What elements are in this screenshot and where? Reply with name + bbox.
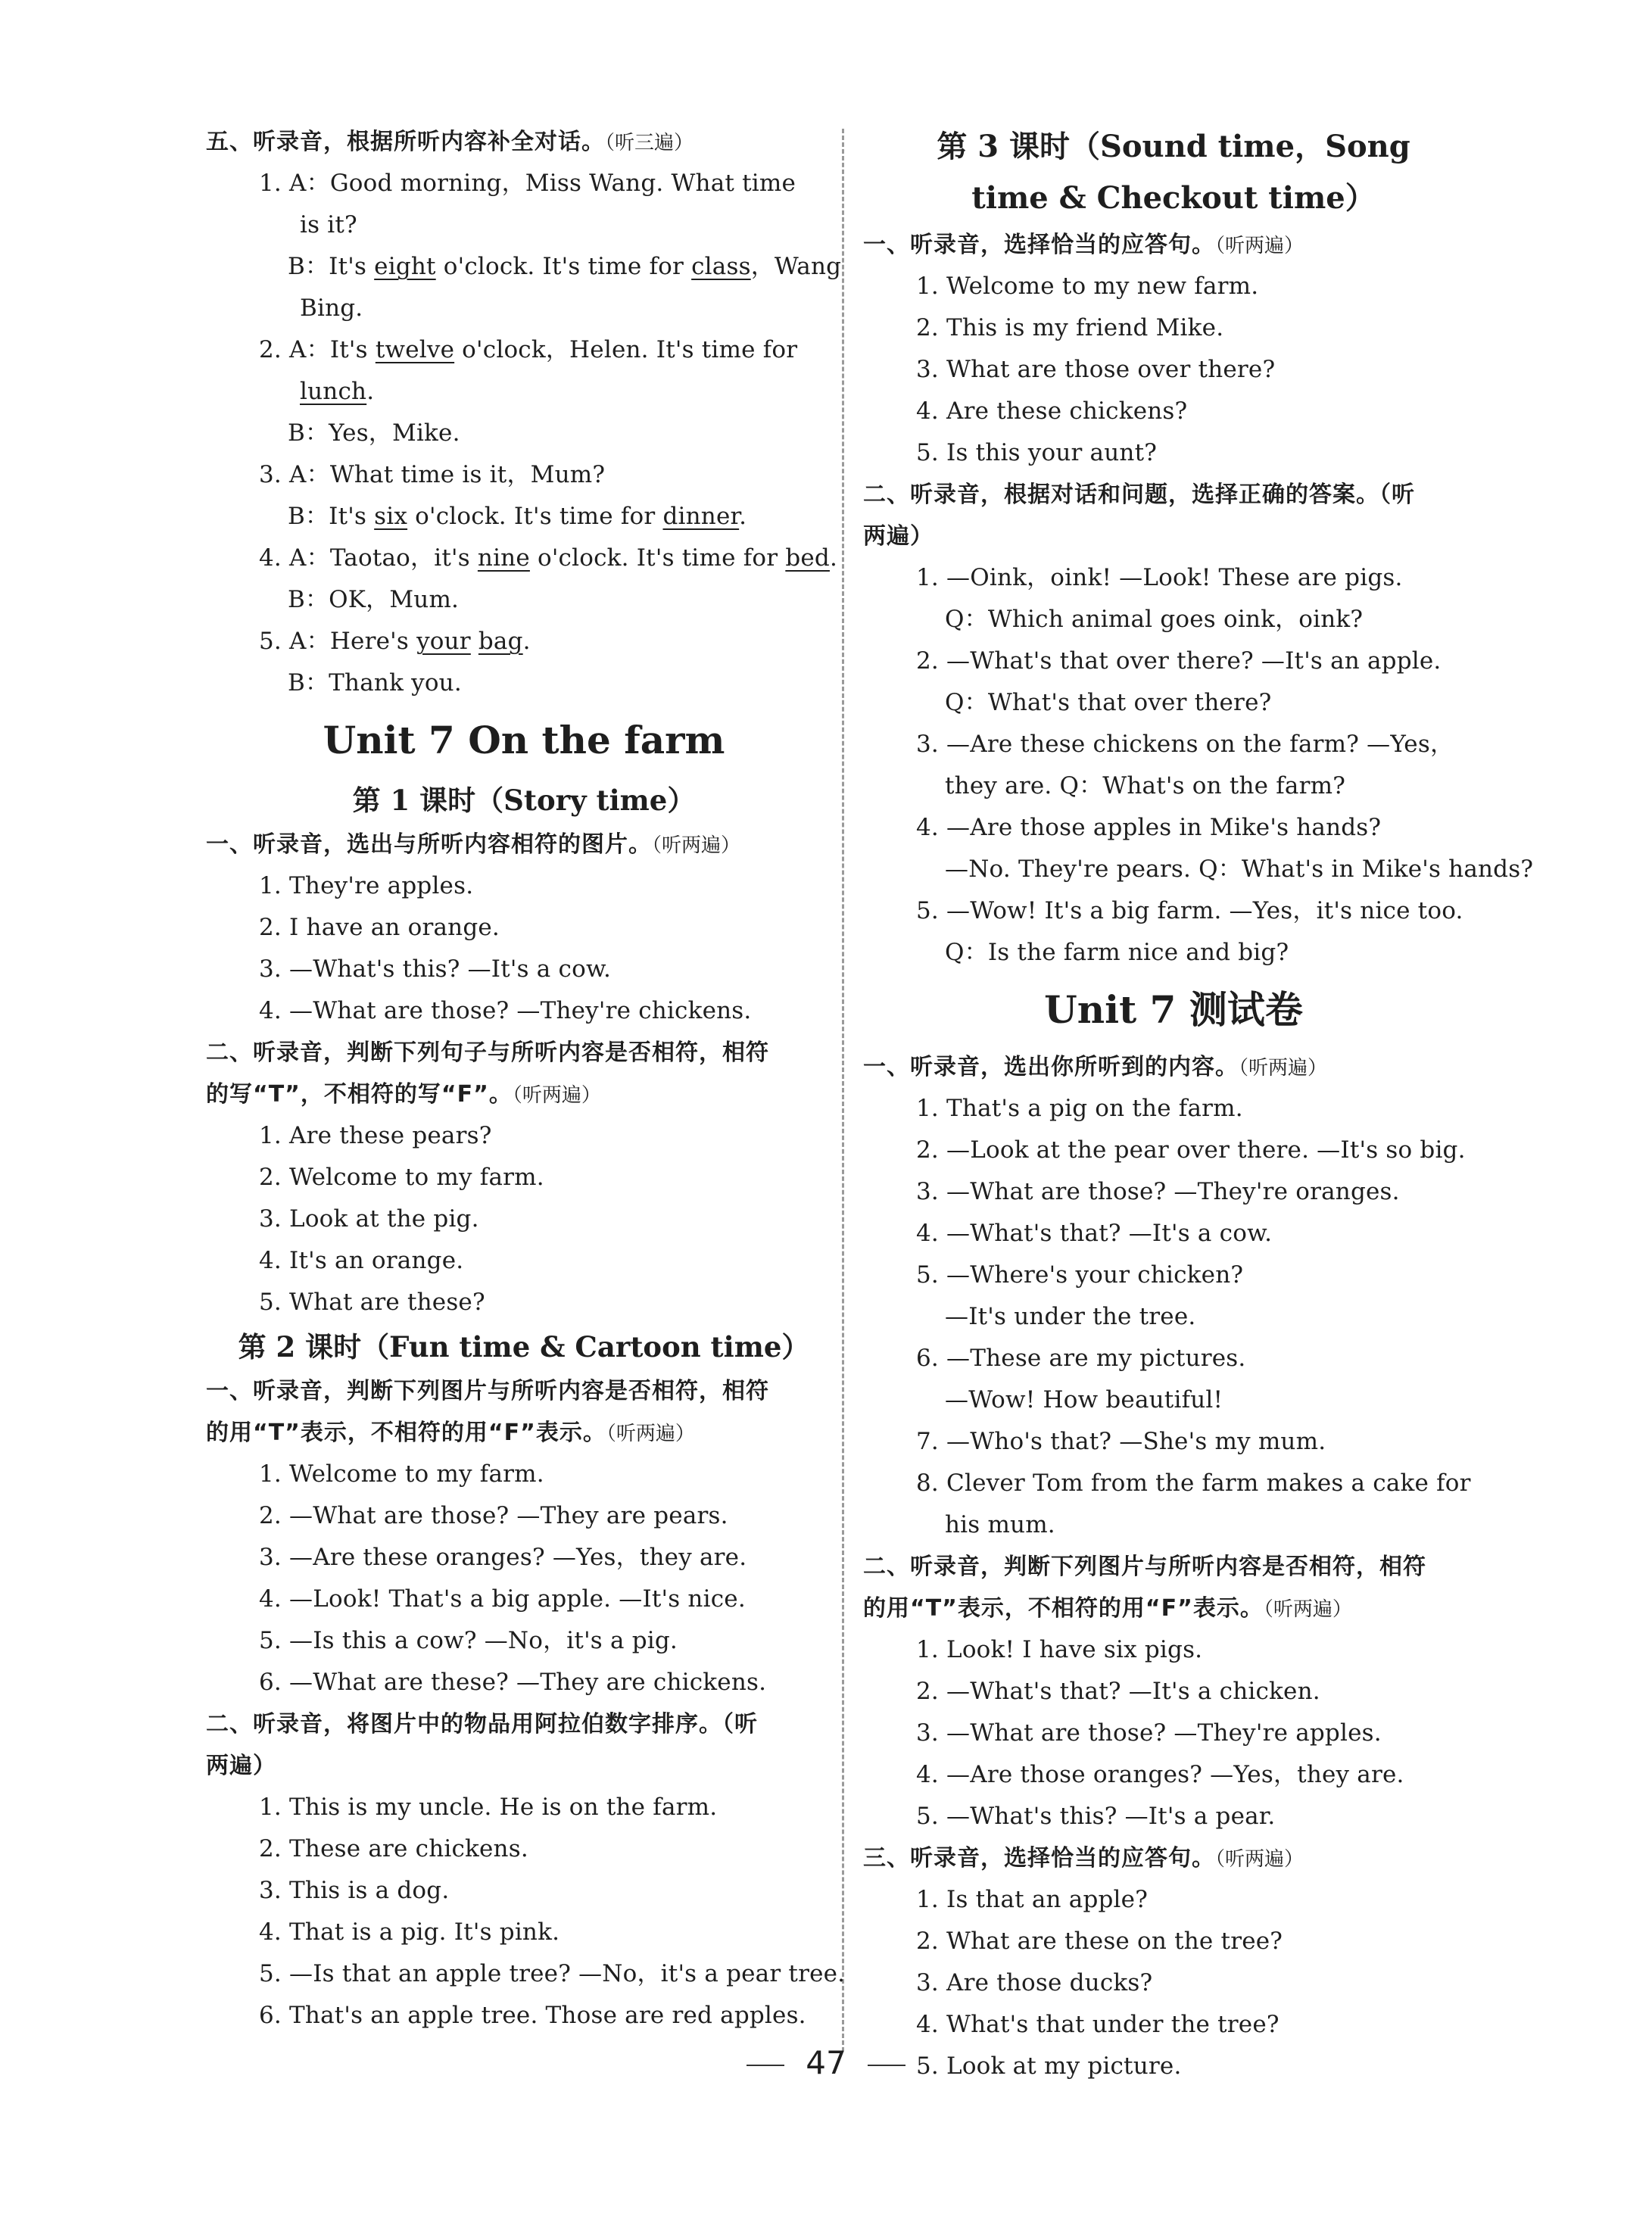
test-title: Unit 7 测试卷 (1044, 987, 1303, 1032)
lesson-title: 第 2 课时（Fun time & Cartoon time） (238, 1330, 810, 1364)
list-item: 5. —Is this a cow? —No，it's a pig. (259, 1627, 678, 1654)
section-heading (206, 121, 842, 163)
answer-blank: six (374, 503, 408, 530)
section-heading: 的用“T”表示，不相符的用“F”表示。（听两遍） (863, 1595, 1352, 1622)
list-item: 1. Is that an apple? (916, 1886, 1149, 1913)
unit-title: Unit 7 On the farm (323, 718, 725, 762)
left-column (206, 121, 846, 2037)
section-heading: 二、听录音，判断下列图片与所听内容是否相符，相符 (863, 1554, 1426, 1580)
lesson-title: 第 3 课时（Sound time，Song (937, 129, 1410, 164)
answer-blank: lunch (300, 378, 367, 405)
section-heading: 一、听录音，判断下列图片与所听内容是否相符，相符 (206, 1378, 769, 1404)
list-item: 4. —What's that? —It's a cow. (916, 1220, 1273, 1247)
list-item: 5. —What's this? —It's a pear. (916, 1803, 1276, 1830)
list-item: 6. —What are these? —They are chickens. (259, 1669, 767, 1696)
list-item: 3. —What's this? —It's a cow. (259, 955, 612, 983)
dialogue-line: Bing. (300, 295, 363, 322)
list-item: 2. These are chickens. (259, 1835, 528, 1862)
list-item: 2. What are these on the tree? (916, 1928, 1283, 1955)
section-heading: 的写“T”，不相符的写“F”。（听两遍） (206, 1081, 601, 1108)
answer-blank: class (691, 253, 751, 280)
list-item: 4. —Are those apples in Mike's hands? (916, 814, 1382, 841)
answer-blank: bag (478, 628, 523, 655)
list-item: 3. This is a dog. (259, 1877, 450, 1904)
section-heading: 二、听录音，将图片中的物品用阿拉伯数字排序。（听 (206, 1711, 758, 1738)
list-item: 8. Clever Tom from the farm makes a cake for (916, 1470, 1471, 1497)
dialogue-line: 3. A：What time is it，Mum? (259, 461, 606, 488)
list-item: 2. —Look at the pear over there. —It's so big. (916, 1136, 1466, 1164)
answer-blank: your (416, 628, 471, 655)
list-item: 4. What's that under the tree? (916, 2011, 1280, 2038)
lesson-title: time & Checkout time） (971, 180, 1376, 216)
list-item: 4. Are these chickens? (916, 397, 1188, 425)
answer-blank: bed (785, 544, 830, 572)
list-item: 4. That is a pig. It's pink. (259, 1918, 560, 1946)
list-item: 3. —What are those? —They're apples. (916, 1719, 1382, 1747)
section-heading: 二、听录音，判断下列句子与所听内容是否相符，相符 (206, 1039, 769, 1066)
list-item: 5. —Where's your chicken? (916, 1261, 1244, 1289)
section-heading: 两遍） (206, 1753, 276, 1779)
list-item: 5. Look at my picture. (916, 2052, 1182, 2080)
list-item: 2. —What's that? —It's a chicken. (916, 1678, 1320, 1705)
section-heading: 的用“T”表示，不相符的用“F”表示。（听两遍） (206, 1420, 695, 1446)
list-item: 5. Is this your aunt? (916, 439, 1158, 466)
section-heading: 一、听录音，选出与所听内容相符的图片。（听两遍） (206, 831, 741, 858)
list-item: —Wow! How beautiful! (945, 1386, 1223, 1413)
dialogue-line: B：It's eight o'clock. It's time for class，Wang (288, 253, 842, 280)
dialogue-line: B：Thank you. (288, 669, 462, 697)
list-item: —It's under the tree. (945, 1303, 1196, 1330)
list-item: 3. —Are these oranges? —Yes，they are. (259, 1544, 747, 1571)
list-item: Q：Is the farm nice and big? (945, 939, 1289, 966)
list-item: 1. This is my uncle. He is on the farm. (259, 1794, 718, 1821)
list-item: 4. —What are those? —They're chickens. (259, 997, 752, 1024)
list-item: 7. —Who's that? —She's my mum. (916, 1428, 1326, 1455)
list-item: they are. Q：What's on the farm? (945, 772, 1346, 799)
section-hint: （听三遍） (605, 132, 694, 154)
list-item: 3. —What are those? —They're oranges. (916, 1178, 1400, 1205)
list-group (863, 557, 1534, 974)
dialogue-line: lunch. (300, 378, 375, 405)
list-item: 2. —What are those? —They are pears. (259, 1502, 728, 1529)
dialogue-line: B：Yes，Mike. (288, 419, 460, 447)
list-item: 3. Are those ducks? (916, 1969, 1153, 1996)
list-item: Q：What's that over there? (945, 689, 1272, 716)
list-item: 2. Welcome to my farm. (259, 1164, 544, 1191)
answer-blank: eight (374, 253, 436, 280)
list-item: 1. Welcome to my new farm. (916, 273, 1259, 300)
list-item: 2. This is my friend Mike. (916, 314, 1224, 341)
list-item: 3. What are those over there? (916, 356, 1276, 383)
list-item: 6. That's an apple tree. Those are red apples. (259, 2002, 806, 2029)
answer-blank: twelve (375, 336, 455, 363)
list-item: 2. —What's that over there? —It's an apple. (916, 647, 1442, 675)
list-group (863, 1088, 1484, 1546)
dialogue-line: 4. A：Taotao，it's nine o'clock. It's time for bed. (259, 544, 838, 572)
list-item: 3. —Are these chickens on the farm? —Yes， (916, 731, 1454, 758)
section-heading: 一、听录音，选择恰当的应答句。（听两遍） (863, 232, 1304, 258)
dialogue-line: B：It's six o'clock. It's time for dinner. (288, 503, 747, 530)
list-item: 1. Look! I have six pigs. (916, 1636, 1203, 1663)
list-item: 5. —Is that an apple tree? —No，it's a pear tree. (259, 1960, 846, 1987)
list-item: 4. —Are those oranges? —Yes，they are. (916, 1761, 1404, 1788)
list-item: 6. —These are my pictures. (916, 1345, 1246, 1372)
section-heading: 两遍） (863, 523, 934, 550)
section-heading: 二、听录音，根据对话和问题，选择正确的答案。（听 (863, 482, 1415, 508)
list-item: 3. Look at the pig. (259, 1205, 479, 1233)
page-number: 47 (0, 2044, 1652, 2081)
lesson-title: 第 1 课时（Story time） (352, 784, 696, 817)
section-heading: 三、听录音，选择恰当的应答句。（听两遍） (863, 1845, 1304, 1872)
list-item: 1. Are these pears? (259, 1122, 492, 1149)
column-divider (842, 129, 844, 2052)
list-item: 1. Welcome to my farm. (259, 1460, 544, 1488)
dialogue-line: 1. A：Good morning，Miss Wang. What time (259, 170, 796, 197)
list-item: 2. I have an orange. (259, 914, 500, 941)
answer-blank: dinner (662, 503, 740, 530)
list-item: 1. That's a pig on the farm. (916, 1095, 1243, 1122)
dash-right (868, 2065, 905, 2066)
dialogue-line: 2. A：It's twelve o'clock，Helen. It's time for (259, 336, 798, 363)
dialogue-line: 5. A：Here's your bag. (259, 628, 531, 655)
answer-blank: nine (477, 544, 530, 572)
section-heading: 一、听录音，选出你所听到的内容。（听两遍） (863, 1054, 1328, 1080)
list-item: 5. What are these? (259, 1289, 485, 1316)
list-item: Q：Which animal goes oink，oink? (945, 606, 1364, 633)
list-item: 1. —Oink，oink! —Look! These are pigs. (916, 564, 1403, 591)
list-item: —No. They're pears. Q：What's in Mike's hands? (945, 856, 1534, 883)
right-column (863, 121, 1534, 2087)
dialogue-line: B：OK，Mum. (288, 586, 460, 613)
section-title: 五、听录音，根据所听内容补全对话。 (206, 129, 605, 155)
list-item: 4. It's an orange. (259, 1247, 464, 1274)
list-item: 5. —Wow! It's a big farm. —Yes，it's nice too. (916, 897, 1463, 924)
dash-left (747, 2065, 784, 2066)
list-item: 4. —Look! That's a big apple. —It's nice. (259, 1585, 746, 1613)
dialogue-line: is it? (300, 211, 357, 238)
list-item: 1. They're apples. (259, 872, 474, 899)
list-item: his mum. (945, 1511, 1055, 1538)
